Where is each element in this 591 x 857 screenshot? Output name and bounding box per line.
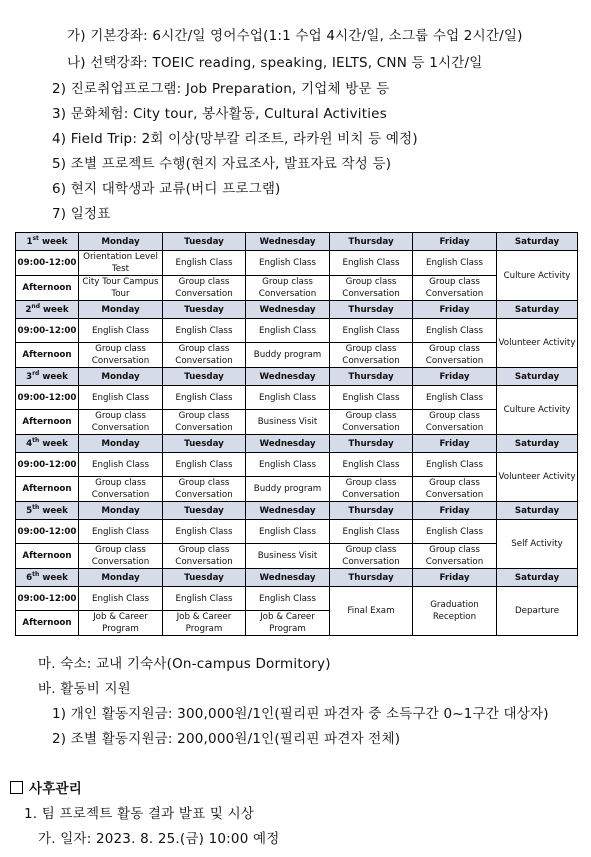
week-suffix: th bbox=[32, 570, 40, 578]
day-header: Friday bbox=[413, 301, 497, 319]
day-header: Monday bbox=[79, 233, 163, 251]
day-header: Thursday bbox=[330, 233, 413, 251]
day-header: Saturday bbox=[497, 502, 578, 520]
day-header: Saturday bbox=[497, 301, 578, 319]
culture-program: 3) 문화체험: City tour, 봉사활동, Cultural Activities bbox=[52, 106, 387, 122]
class-cell: Job & Career Program bbox=[79, 611, 163, 636]
class-cell: Group class Conversation bbox=[163, 477, 246, 502]
day-header: Friday bbox=[413, 435, 497, 453]
week-suffix: th bbox=[32, 436, 40, 444]
day-header: Thursday bbox=[330, 301, 413, 319]
saturday-activity-cell: Departure bbox=[497, 587, 578, 636]
day-header: Friday bbox=[413, 569, 497, 587]
day-header: Thursday bbox=[330, 502, 413, 520]
morning-row bbox=[16, 520, 578, 544]
class-cell: English Class bbox=[413, 453, 497, 477]
week-word: week bbox=[42, 505, 68, 516]
week-word: week bbox=[42, 572, 68, 583]
time-label-afternoon: Afternoon bbox=[16, 477, 79, 502]
day-header: Monday bbox=[79, 368, 163, 386]
schedule-heading: 7) 일정표 bbox=[52, 206, 111, 222]
time-label-afternoon: Afternoon bbox=[16, 544, 79, 569]
morning-row bbox=[16, 319, 578, 343]
week-number: 4 bbox=[26, 438, 33, 449]
class-cell: English Class bbox=[413, 251, 497, 276]
activity-support-heading: 바. 활동비 지원 bbox=[38, 681, 131, 697]
week-suffix: th bbox=[32, 503, 40, 511]
class-cell: Group class Conversation bbox=[330, 276, 413, 301]
class-cell: Group class Conversation bbox=[163, 410, 246, 435]
class-cell: English Class bbox=[163, 520, 246, 544]
week-suffix: rd bbox=[32, 369, 40, 377]
saturday-activity-cell: Culture Activity bbox=[497, 251, 578, 301]
class-cell: English Class bbox=[330, 319, 413, 343]
week-number: 2 bbox=[25, 304, 32, 315]
class-cell: Group class Conversation bbox=[246, 276, 330, 301]
section-title bbox=[10, 777, 82, 797]
week-word: week bbox=[41, 236, 68, 247]
day-header: Saturday bbox=[497, 569, 578, 587]
exam-cell: Final Exam bbox=[330, 587, 413, 636]
class-cell: City Tour Campus Tour bbox=[79, 276, 163, 301]
class-cell: Group class Conversation bbox=[79, 343, 163, 368]
result-presentation: 1. 팀 프로젝트 활동 결과 발표 및 시상 bbox=[24, 806, 255, 822]
afternoon-row bbox=[16, 477, 578, 502]
class-cell: Group class Conversation bbox=[163, 343, 246, 368]
class-cell: English Class bbox=[413, 520, 497, 544]
day-header: Thursday bbox=[330, 569, 413, 587]
class-cell: Group class Conversation bbox=[413, 477, 497, 502]
class-cell: English Class bbox=[330, 251, 413, 276]
day-header: Monday bbox=[79, 435, 163, 453]
afternoon-row bbox=[16, 343, 578, 368]
morning-row bbox=[16, 453, 578, 477]
saturday-activity-cell: Volunteer Activity bbox=[497, 453, 578, 502]
class-cell: Group class Conversation bbox=[330, 544, 413, 569]
day-header: Monday bbox=[79, 569, 163, 587]
day-header: Tuesday bbox=[163, 233, 246, 251]
class-cell: Group class Conversation bbox=[413, 544, 497, 569]
week-header-row bbox=[16, 435, 578, 453]
class-cell: English Class bbox=[79, 319, 163, 343]
class-cell: Buddy program bbox=[246, 477, 330, 502]
day-header: Tuesday bbox=[163, 502, 246, 520]
class-cell: English Class bbox=[163, 251, 246, 276]
week-suffix: st bbox=[32, 234, 39, 242]
time-label-morning: 09:00-12:00 bbox=[16, 386, 79, 410]
day-header: Saturday bbox=[497, 368, 578, 386]
class-cell: English Class bbox=[330, 520, 413, 544]
class-cell: Group class Conversation bbox=[163, 544, 246, 569]
class-cell: Group class Conversation bbox=[79, 410, 163, 435]
field-trip: 4) Field Trip: 2회 이상(망부칼 리조트, 라카윈 비치 등 예정) bbox=[52, 131, 418, 147]
day-header: Saturday bbox=[497, 435, 578, 453]
day-header: Wednesday bbox=[246, 502, 330, 520]
morning-row bbox=[16, 386, 578, 410]
time-label-morning: 09:00-12:00 bbox=[16, 453, 79, 477]
day-header: Friday bbox=[413, 502, 497, 520]
class-cell: Group class Conversation bbox=[413, 343, 497, 368]
week-header-row bbox=[16, 301, 578, 319]
saturday-activity-cell: Self Activity bbox=[497, 520, 578, 569]
group-support: 2) 조별 활동지원금: 200,000원/1인(필리핀 파견자 전체) bbox=[52, 731, 401, 747]
time-label-afternoon: Afternoon bbox=[16, 410, 79, 435]
accommodation: 마. 숙소: 교내 기숙사(On-campus Dormitory) bbox=[38, 656, 331, 672]
class-cell: English Class bbox=[246, 587, 330, 611]
week-label bbox=[16, 301, 79, 319]
class-cell: English Class bbox=[413, 386, 497, 410]
section-title-text: 사후관리 bbox=[29, 781, 82, 797]
day-header: Friday bbox=[413, 368, 497, 386]
time-label-morning: 09:00-12:00 bbox=[16, 587, 79, 611]
class-cell: English Class bbox=[246, 386, 330, 410]
class-cell: Group class Conversation bbox=[79, 544, 163, 569]
class-cell: Buddy program bbox=[246, 343, 330, 368]
day-header: Thursday bbox=[330, 368, 413, 386]
group-project: 5) 조별 프로젝트 수행(현지 자료조사, 발표자료 작성 등) bbox=[52, 156, 392, 172]
buddy-program: 6) 현지 대학생과 교류(버디 프로그램) bbox=[52, 181, 281, 197]
course-optional: 나) 선택강좌: TOEIC reading, speaking, IELTS, CNN 등 1시간/일 bbox=[67, 55, 483, 71]
class-cell: English Class bbox=[163, 319, 246, 343]
week-label bbox=[16, 569, 79, 587]
saturday-activity-cell: Culture Activity bbox=[497, 386, 578, 435]
time-label-morning: 09:00-12:00 bbox=[16, 319, 79, 343]
individual-support: 1) 개인 활동지원금: 300,000원/1인(필리핀 파견자 중 소득구간 0~1구간 대상자) bbox=[52, 706, 549, 722]
week-number: 1 bbox=[26, 236, 33, 247]
class-cell: English Class bbox=[79, 587, 163, 611]
day-header: Wednesday bbox=[246, 435, 330, 453]
afternoon-row bbox=[16, 276, 578, 301]
class-cell: English Class bbox=[79, 386, 163, 410]
class-cell: Job & Career Program bbox=[246, 611, 330, 636]
class-cell: English Class bbox=[246, 251, 330, 276]
day-header: Monday bbox=[79, 502, 163, 520]
class-cell: English Class bbox=[163, 587, 246, 611]
week-word: week bbox=[42, 438, 68, 449]
week-number: 5 bbox=[26, 505, 33, 516]
class-cell: Group class Conversation bbox=[413, 410, 497, 435]
day-header: Wednesday bbox=[246, 368, 330, 386]
time-label-morning: 09:00-12:00 bbox=[16, 520, 79, 544]
morning-row bbox=[16, 251, 578, 276]
week-suffix: nd bbox=[31, 302, 40, 310]
day-header: Wednesday bbox=[246, 569, 330, 587]
class-cell: Group class Conversation bbox=[79, 477, 163, 502]
week-number: 6 bbox=[26, 572, 33, 583]
morning-row bbox=[16, 587, 578, 611]
class-cell: English Class bbox=[330, 386, 413, 410]
class-cell: English Class bbox=[246, 319, 330, 343]
time-label-afternoon: Afternoon bbox=[16, 276, 79, 301]
week-header-row bbox=[16, 233, 578, 251]
week-label bbox=[16, 502, 79, 520]
day-header: Tuesday bbox=[163, 368, 246, 386]
presentation-date: 가. 일자: 2023. 8. 25.(금) 10:00 예정 bbox=[38, 831, 280, 847]
class-cell: English Class bbox=[79, 520, 163, 544]
day-header: Thursday bbox=[330, 435, 413, 453]
course-basic: 가) 기본강좌: 6시간/일 영어수업(1:1 수업 4시간/일, 소그룹 수업 2시간/일) bbox=[67, 28, 523, 44]
day-header: Tuesday bbox=[163, 301, 246, 319]
class-cell: Group class Conversation bbox=[330, 343, 413, 368]
career-program: 2) 진로취업프로그램: Job Preparation, 기업체 방문 등 bbox=[52, 81, 390, 97]
week-word: week bbox=[42, 371, 68, 382]
day-header: Friday bbox=[413, 233, 497, 251]
class-cell: Group class Conversation bbox=[413, 276, 497, 301]
afternoon-row bbox=[16, 544, 578, 569]
schedule-table bbox=[15, 232, 578, 636]
checkbox-square-icon bbox=[10, 781, 23, 794]
week-label bbox=[16, 435, 79, 453]
day-header: Tuesday bbox=[163, 435, 246, 453]
class-cell: Business Visit bbox=[246, 410, 330, 435]
week-header-row bbox=[16, 502, 578, 520]
week-header-row bbox=[16, 569, 578, 587]
class-cell: Group class Conversation bbox=[330, 477, 413, 502]
graduation-cell: Graduation Reception bbox=[413, 587, 497, 636]
class-cell: English Class bbox=[163, 386, 246, 410]
time-label-afternoon: Afternoon bbox=[16, 343, 79, 368]
class-cell: English Class bbox=[330, 453, 413, 477]
day-header: Saturday bbox=[497, 233, 578, 251]
class-cell: English Class bbox=[246, 453, 330, 477]
class-cell: English Class bbox=[246, 520, 330, 544]
week-label bbox=[16, 233, 79, 251]
class-cell: Business Visit bbox=[246, 544, 330, 569]
time-label-afternoon: Afternoon bbox=[16, 611, 79, 636]
week-header-row bbox=[16, 368, 578, 386]
day-header: Tuesday bbox=[163, 569, 246, 587]
saturday-activity-cell: Volunteer Activity bbox=[497, 319, 578, 368]
week-label bbox=[16, 368, 79, 386]
class-cell: English Class bbox=[79, 453, 163, 477]
week-number: 3 bbox=[26, 371, 33, 382]
class-cell: English Class bbox=[413, 319, 497, 343]
class-cell: Group class Conversation bbox=[330, 410, 413, 435]
class-cell: Job & Career Program bbox=[163, 611, 246, 636]
class-cell: Group class Conversation bbox=[163, 276, 246, 301]
day-header: Wednesday bbox=[246, 233, 330, 251]
class-cell: English Class bbox=[163, 453, 246, 477]
day-header: Wednesday bbox=[246, 301, 330, 319]
week-word: week bbox=[43, 304, 69, 315]
class-cell: Orientation Level Test bbox=[79, 251, 163, 276]
day-header: Monday bbox=[79, 301, 163, 319]
afternoon-row bbox=[16, 410, 578, 435]
time-label-morning: 09:00-12:00 bbox=[16, 251, 79, 276]
